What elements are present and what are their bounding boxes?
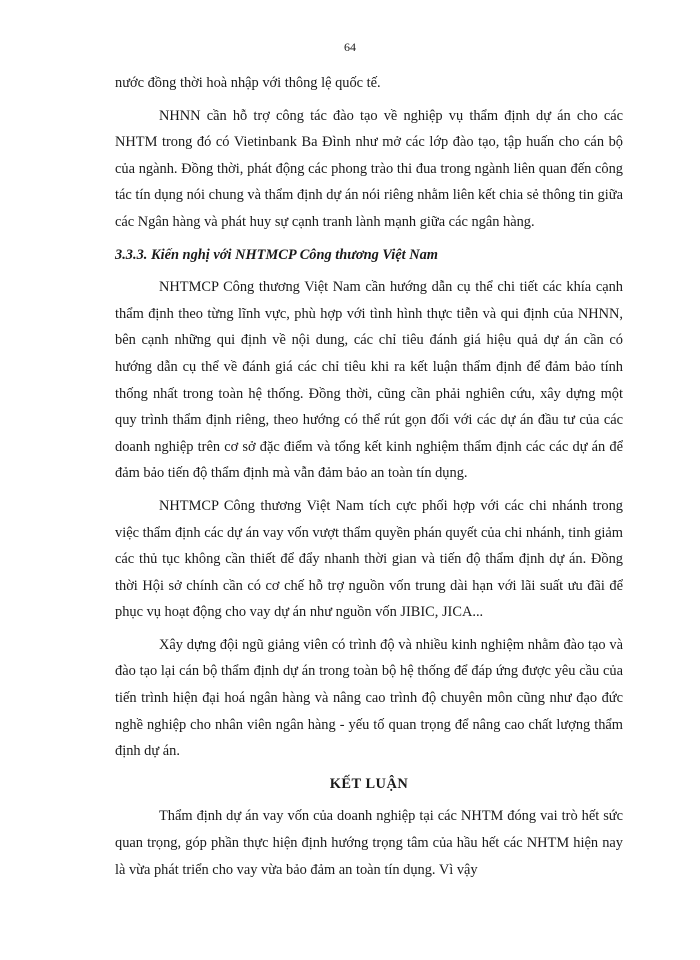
paragraph-guidance: NHTMCP Công thương Việt Nam cần hướng dẫn cụ thể chi tiết các khía cạnh thẩm định theo từng lĩnh vực, phù hợp với tình hình thực tiễn và qui định của NHNN, bên cạnh những qui định về nội dung, các chỉ tiêu đánh giá hiệu quả dự án cần có hướng dẫn cụ thể về đánh giá các chỉ tiêu khi ra kết luận thẩm định để đảm bảo tính thống nhất trong toàn hệ thống. Đồng thời, cũng cần phải nghiên cứu, xây dựng một quy trình thẩm định riêng, theo hướng có thể rút gọn đối với các dự án đầu tư của các doanh nghiệp trên cơ sở đặc điểm và tổng kết kinh nghiệm thẩm định các các dự án để đảm bảo tiến độ thẩm định mà vẫn đảm bảo an toàn tín dụng. (115, 279, 623, 482)
paragraph-conclusion: Thẩm định dự án vay vốn của doanh nghiệp tại các NHTM đóng vai trò hết sức quan trọng, góp phần thực hiện định hướng trọng tâm của hầu hết các NHTM hiện nay là vừa phát triển cho vay vừa bảo đảm an toàn tín dụng. Vì vậy (115, 808, 623, 878)
paragraph-continuation: nước đồng thời hoà nhập với thông lệ quốc tế. (115, 75, 381, 91)
paragraph-nhnn-training: NHNN cần hỗ trợ công tác đào tạo về nghiệp vụ thẩm định dự án cho các NHTM trong đó có Vietinbank Ba Đình như mở các lớp đào tạo, tập huấn cho cán bộ của ngành. Đồng thời, phát động các phong trào thi đua trong ngành liên quan đến công tác tín dụng nói chung và thẩm định dự án nói riêng nhằm liên kết chia sẻ thông tin giữa các Ngân hàng và phát huy sự cạnh tranh lành mạnh giữa các ngân hàng. (115, 107, 623, 230)
document-body (115, 70, 623, 889)
paragraph-staff-training: Xây dựng đội ngũ giảng viên có trình độ và nhiều kinh nghiệm nhằm đào tạo và đào tạo lại cán bộ thẩm định dự án trong toàn bộ hệ thống để đáp ứng được yêu cầu của tiến trình hiện đại hoá ngân hàng và nâng cao trình độ chuyên môn cũng như đạo đức nghề nghiệp cho nhân viên ngân hàng - yếu tố quan trọng để nâng cao chất lượng thẩm định dự án. (115, 636, 623, 760)
page-number: 64 (344, 40, 356, 54)
conclusion-heading: KẾT LUẬN (329, 775, 409, 792)
paragraph-coordination: NHTMCP Công thương Việt Nam tích cực phối hợp với các chi nhánh trong việc thẩm định các dự án vay vốn vượt thẩm quyền phán quyết của chi nhánh, tinh giảm các thủ tục không cần thiết để đẩy nhanh thời gian và tiến độ thẩm định dự án. Đồng thời Hội sở chính cần có cơ chế hỗ trợ nguồn vốn trung dài hạn với lãi suất ưu đãi để phục vụ hoạt động cho vay dự án như nguồn vốn JIBIC, JICA... (115, 497, 623, 621)
section-heading-3-3-3: 3.3.3. Kiến nghị với NHTMCP Công thương Việt Nam (115, 246, 438, 263)
